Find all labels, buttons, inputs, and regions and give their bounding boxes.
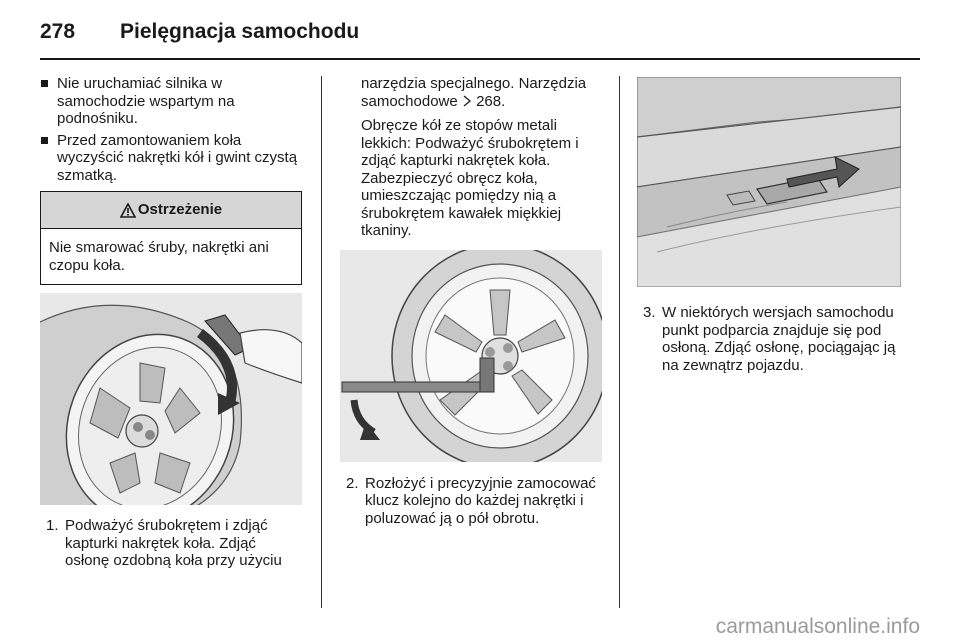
paragraph: narzędzia specjalnego. Narzędzia samochodowe 268. [361,75,587,110]
page-number: 278 [40,20,76,43]
page-reference: 268. [476,92,506,110]
step-text: W niektórych wersjach samochodu punkt podparcia znajduje się pod osłoną. Zdjąć osłonę, pociągając ją na zewnątrz pojazdu. [662,304,896,374]
column-divider [619,76,620,608]
bullet-square-icon [41,137,48,144]
step-1 [40,517,302,570]
column-1 [40,75,302,570]
step-text: Rozłożyć i precyzyjnie zamocować klucz kolejno do każdej nakrętki i poluzować ją o pół obrotu. [365,474,596,527]
bullet-item: Nie uruchamiać silnika w samochodzie wspartym na podnośniku. [40,75,302,128]
step-number: 1. [46,517,59,534]
page-header [40,16,920,56]
step-3 [637,304,903,374]
bullet-square-icon [41,80,48,87]
watermark: carmanualsonline.info [715,615,920,638]
warning-triangle-icon [120,203,136,218]
warning-text: Nie smarować śruby, nakrętki ani czopu koła. [49,239,269,274]
step-2 [340,475,602,528]
bullet-item: Przed zamontowaniem koła wyczyścić nakrętki kół i gwint czystą szmatką. [40,132,302,185]
warning-title: Ostrzeżenie [137,201,223,219]
step-number: 2. [346,474,359,492]
paragraph: Obręcze kół ze stopów metali lekkich: Podważyć śrubokrętem i zdjąć kapturki nakrętek koła. Zabezpieczyć obręcz koła, umieszczając pomiędzy nią a śrubokrętem kawałek miękkiej tkaniny. [361,117,579,239]
step-number: 3. [643,304,656,321]
warning-header [41,192,301,229]
chapter-title: Pielęgnacja samochodu [120,20,360,43]
warning-box [40,191,302,285]
column-divider [321,76,322,608]
column-2 [340,75,602,527]
page-reference-icon [462,95,472,107]
step-text: Podważyć śrubokrętem i zdjąć kapturki nakrętek koła. Zdjąć osłonę ozdobną koła przy użyciu [65,517,282,569]
hubcap-removal-illustration [40,293,302,505]
jacking-point-cover-illustration [637,77,901,287]
wheel-wrench-illustration [340,250,602,462]
header-rule [40,58,920,60]
column-3 [637,75,903,374]
